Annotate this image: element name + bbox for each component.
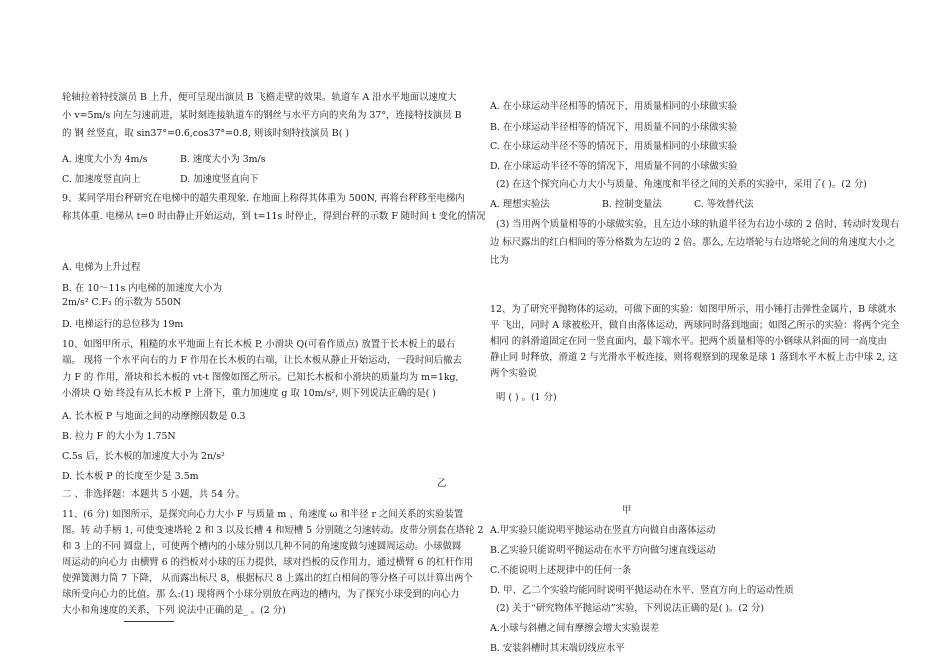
q8-option-d: D. 加速度竖直向下	[180, 174, 259, 185]
figure-label-yi: 乙	[437, 478, 447, 489]
q11-part2-option-c: C. 等效替代法	[694, 199, 754, 210]
q12-stem-line-5: 两个实验说	[490, 368, 537, 379]
q12-ming: 明 ( ) 。(1 分)	[496, 392, 557, 403]
q11-part2-option-a: A. 理想实验法	[490, 199, 550, 210]
q11-stem-line-1: 11、(6 分) 如图所示，是探究向心力大小 F 与质量 m 、角速度 ω 和半径 r 之间关系的实验装置	[62, 509, 464, 520]
q10-option-c: C.5s 后，长木板的加速度大小为 2n/s²	[62, 451, 225, 462]
q11-part3-line-1: (3) 当用两个质量相等的小球做实验，且左边小球的轨道半径为右边小球的 2 倍时，转动时发现右	[496, 219, 900, 230]
figure-label-jia: 甲	[622, 505, 632, 516]
q11-stem-line-4: 周运动的向心力 由横臂 6 的挡板对小球的压力提供，球对挡板的反作用力，通过横臂 6 的杠杆作用	[62, 557, 474, 568]
q8-stem-line-2: 小 v=5m/s 向左匀速前进，某时刻连接轨道车的钢丝与水平方向的夹角为 37°，连接特技演员 B	[62, 110, 462, 121]
q12-part2: (2) 关于“研究物体平抛运动”实验，下列说法正确的是( )。(2 分)	[496, 603, 765, 614]
q8-stem-line-3: 的 钢 丝竖直，取 sin37°=0.6,cos37°=0.8, 则该时刻特技演员 B( )	[62, 128, 349, 139]
q12-option-c: C.不能说明上述规律中的任何一条	[490, 565, 632, 576]
q9-option-d: D. 电梯运行的总位移为 19m	[62, 319, 184, 330]
q11-part3-line-3: 比为	[490, 255, 509, 266]
q12-stem-line-3: 相同 的斜滑道固定在同一竖直面内，最下端水平。把两个质量相等的小钢球从斜面的同一高度由	[490, 336, 887, 347]
q11-option-b: B. 在小球运动半径相等的情况下，用质量不同的小球做实验	[490, 122, 738, 133]
q11-option-d: D. 在小球运动半径不等的情况下，用质量不同的小球做实验	[490, 161, 738, 172]
q12-part2-option-a: A.小球与斜槽之间有摩擦会增大实验误差	[490, 623, 660, 634]
q9-stem-line-2: 称其体重. 电梯从 t=0 时由静止开始运动，到 t=11s 时停止，得到台秤的示数 F 随时间 t 变化的情况	[62, 211, 486, 222]
q8-option-c: C. 加速度竖直向上	[62, 174, 141, 185]
q11-part3-line-2: 边 标尺露出的红白相间的等分格数为左边的 2 倍。那么, 左边塔轮与右边塔轮之间的角速度大小之	[490, 237, 896, 248]
q12-option-d: D. 甲、乙二个实验均能同时说明平抛运动在水平、竖直方向上的运动性质	[490, 585, 794, 596]
q10-stem-line-3: 力 F 的 作用，滑块和长木板的 vt-t 图像如图乙所示。已知长木板和小滑块的质量均为 m=1kg,	[62, 372, 459, 383]
q9-option-b: B. 在 10～11s 内电梯的加速度大小为	[62, 283, 222, 294]
q10-stem-line-4: 小滑块 Q 始 终没有从长木板 P 上滑下，重力加速度 g 取 10m/s², 则下列说法正确的是( )	[62, 388, 436, 399]
q11-stem-line-3: 和 3 上的不同 圆盘上，可使两个槽内的小球分别以几种不同的角速度做匀速圆周运动。小球做圆	[62, 541, 462, 552]
q9-option-a: A. 电梯为上升过程	[62, 262, 141, 273]
q12-option-b: B.乙实验只能说明平抛运动在水平方向做匀速直线运动	[490, 545, 716, 556]
q8-option-a: A. 速度大小为 4m/s	[62, 154, 148, 165]
q12-stem-line-2: 平 飞出，同时 A 球被松开，做自由落体运动，两球同时落到地面；如图乙所示的实验：将两个完全	[490, 320, 900, 331]
q11-stem-line-5: 使弹簧测力筒 7 下降， 从而露出标尺 8，根据标尺 8 上露出的红白相间的等分格子可以计算出两个	[62, 573, 473, 584]
q11-part2: (2) 在这个探究向心力大小与质量、角速度和半径之间的关系的实验中，采用了( )。(2 分)	[496, 179, 867, 190]
q11-part2-option-b: B. 控制变量法	[602, 199, 662, 210]
q12-stem-line-4: 静止同 时释放，滑道 2 与光滑水平板连接，则将观察到的现象是球 1 落到水平木板上击中球 2, 这	[490, 352, 898, 363]
q10-option-b: B. 拉力 F 的大小为 1.75N	[62, 431, 176, 442]
q11-option-c: C. 在小球运动半径不等的情况下，用质量相同的小球做实验	[490, 141, 738, 152]
q12-option-a: A.甲实验只能说明平抛运动在竖直方向做自由落体运动	[490, 525, 716, 536]
q10-option-d: D. 长木板 P 的长度至少是 3.5m	[62, 471, 199, 482]
q11-stem-line-2: 图。转 动手柄 1, 可使变速塔轮 2 和 3 以及长槽 4 和短槽 5 分别随之匀速转动。皮带分别套在塔轮 2	[62, 525, 484, 536]
q12-stem-line-1: 12、为了研究平抛物体的运动，可做下面的实验：如图甲所示，用小锤打击弹性金属片，B 球就水	[490, 304, 897, 315]
q11-stem-line-6: 球所受向心力的比值。那 么:(1) 现将两个小球分别放在两边的槽内，为了探究小球受到的向心力	[62, 589, 460, 600]
answer-blank-line	[124, 621, 174, 622]
q11-stem-line-7: 大小和角速度的关系，下列 说法中正确的是_ 。(2 分)	[62, 605, 286, 616]
section-two-heading: 二 、非选择题：本题共 5 小题，共 54 分。	[62, 489, 245, 500]
q10-stem-line-2: 端。 现将一个水平向右的力 F 作用在长木板的右端，让长木板从静止开始运动，一段时间后撤去	[62, 355, 462, 366]
q12-part2-option-b: B. 安装斜槽时其末端切线应水平	[490, 643, 625, 654]
q9-stem-line-1: 9、某同学用台秤研究在电梯中的超失重现象. 在地面上称得其体重为 500N, 再将台秤移至电梯内	[62, 193, 465, 204]
q10-option-a: A. 长木板 P 与地面之间的动摩擦因数是 0.3	[62, 411, 246, 422]
q8-stem-line-1: 轮轴拉着特技演员 B 上升，便可呈现出演员 B 飞檐走壁的效果。轨道车 A 沿水平地面以速度大	[62, 92, 457, 103]
q10-stem-line-1: 10、如图甲所示，粗糙的水平地面上有长木板 P, 小滑块 Q(可看作质点) 放置于长木板上的最右	[62, 339, 456, 350]
q11-option-a: A. 在小球运动半径相等的情况下，用质量相同的小球做实验	[490, 101, 738, 112]
q8-option-b: B. 速度大小为 3m/s	[180, 154, 266, 165]
q9-option-bc: 2m/s² C.F₃ 的示数为 550N	[62, 297, 182, 308]
